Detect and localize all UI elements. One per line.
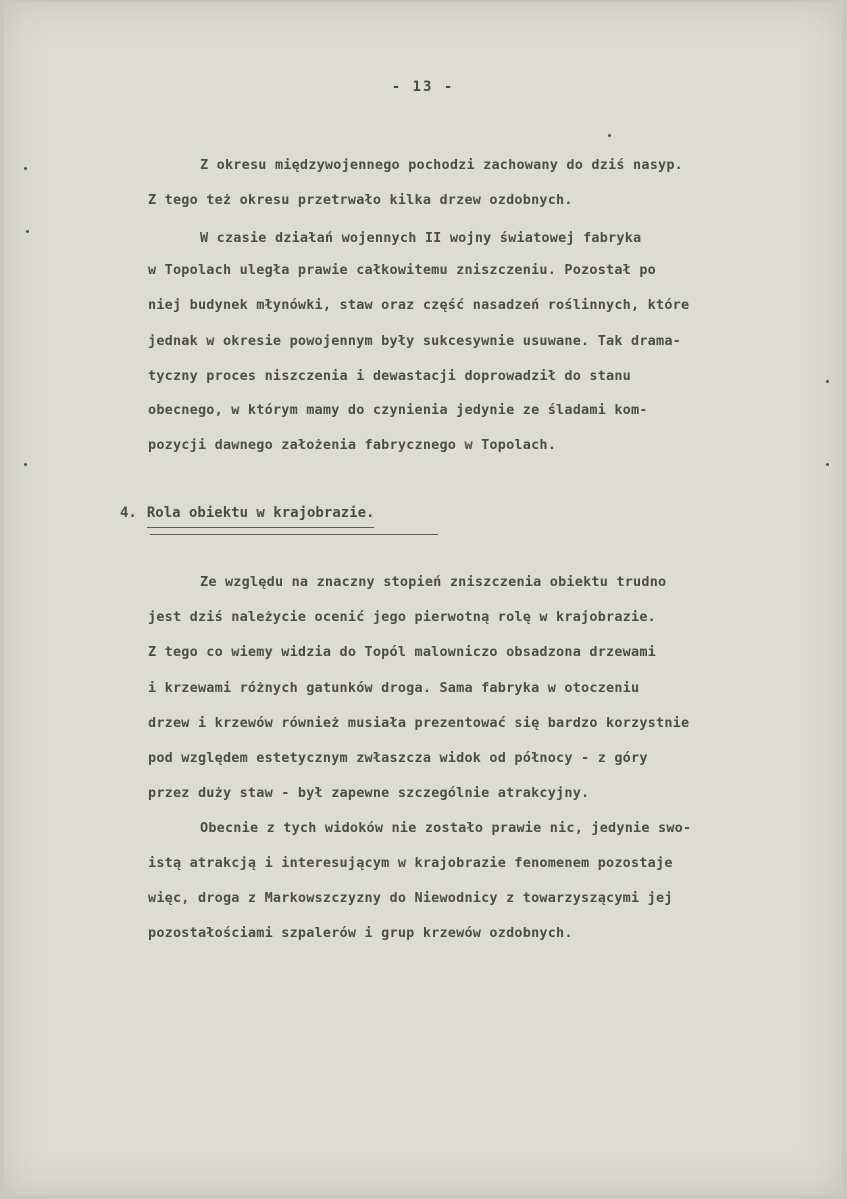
text-line: tyczny proces niszczenia i dewastacji doprowadził do stanu (148, 368, 632, 384)
heading-underline (150, 534, 438, 535)
text-line: Z tego też okresu przetrwało kilka drzew ozdobnych. (148, 192, 573, 208)
text-line: i krzewami różnych gatunków droga. Sama fabryka w otoczeniu (148, 680, 640, 696)
text-line: W czasie działań wojennych II wojny światowej fabryka (200, 230, 642, 246)
paper-speck (826, 380, 829, 383)
section-number: 4. (120, 505, 137, 521)
text-line: w Topolach uległa prawie całkowitemu zniszczeniu. Pozostał po (148, 262, 656, 278)
text-line: pozostałościami szpalerów i grup krzewów ozdobnych. (148, 925, 573, 941)
text-line: drzew i krzewów również musiała prezentować się bardzo korzystnie (148, 715, 690, 731)
paper-speck (24, 167, 27, 170)
text-line: Z okresu międzywojennego pochodzi zachowany do dziś nasyp. (200, 157, 684, 173)
text-line: obecnego, w którym mamy do czynienia jedynie ze śladami kom- (148, 402, 648, 418)
text-line: więc, droga z Markowszczyzny do Niewodnicy z towarzyszącymi jej (148, 890, 673, 906)
text-line: Ze względu na znaczny stopień zniszczenia obiektu trudno (200, 574, 667, 590)
document-page (4, 2, 842, 1195)
text-line: niej budynek młynówki, staw oraz część nasadzeń roślinnych, które (148, 297, 690, 313)
section-title: Rola obiektu w krajobrazie. (147, 505, 375, 528)
text-line: jednak w okresie powojennym były sukcesywnie usuwane. Tak drama- (148, 333, 681, 349)
text-line: istą atrakcją i interesującym w krajobrazie fenomenem pozostaje (148, 855, 673, 871)
text-line: Z tego co wiemy widzia do Topól malowniczo obsadzona drzewami (148, 644, 656, 660)
text-line: Obecnie z tych widoków nie zostało prawie nic, jedynie swo- (200, 820, 692, 836)
paper-speck (24, 463, 27, 466)
text-line: pod względem estetycznym zwłaszcza widok od północy - z góry (148, 750, 648, 766)
text-line: jest dziś należycie ocenić jego pierwotną rolę w krajobrazie. (148, 609, 656, 625)
text-line: pozycji dawnego założenia fabrycznego w Topolach. (148, 437, 557, 453)
section-heading (120, 505, 374, 528)
paper-speck (826, 463, 829, 466)
text-line: przez duży staw - był zapewne szczególnie atrakcyjny. (148, 785, 590, 801)
paper-speck (26, 230, 29, 233)
page-number: - 13 - (391, 79, 455, 95)
paper-speck (608, 134, 611, 137)
